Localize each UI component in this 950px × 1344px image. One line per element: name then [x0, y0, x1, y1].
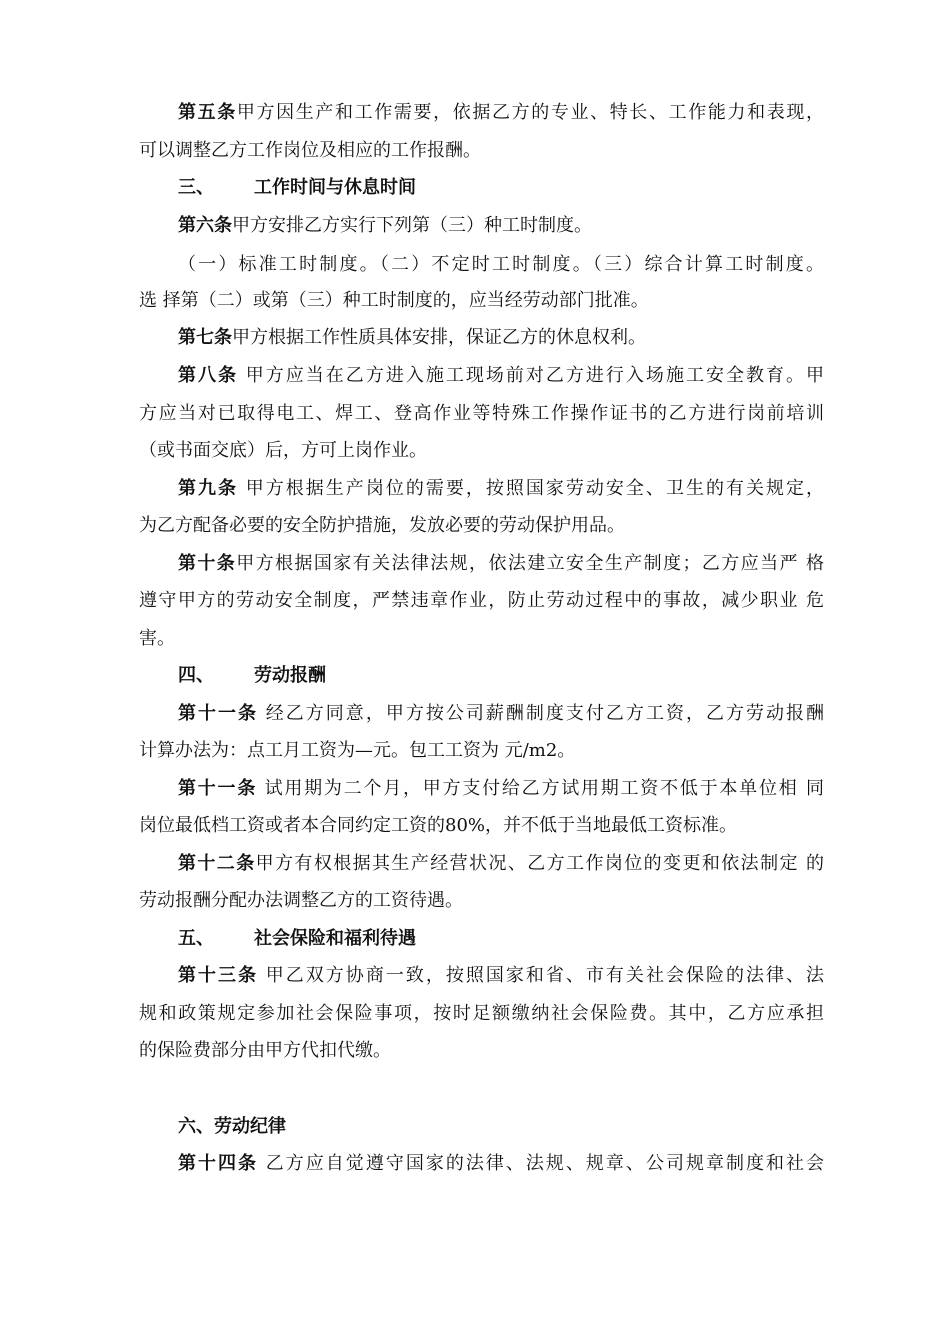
section-3-title: 工作时间与休息时间 [254, 177, 416, 198]
article-10-text: 甲方根据国家有关法律法规，依法建立安全生产制度；乙方应当严 格 [236, 553, 825, 574]
article-8-line-3: （或书面交底）后，方可上岗作业。 [139, 440, 427, 461]
section-4-number: 四、 [178, 665, 214, 686]
article-8-line-1 [178, 364, 824, 388]
article-10-line-2: 遵守甲方的劳动安全制度，严禁违章作业，防止劳动过程中的事故，减少职业 危 [139, 590, 824, 611]
article-8-text: 甲方应当在乙方进入施工现场前对乙方进行入场施工安全教育。甲 [238, 365, 825, 386]
article-14-label: 第十四条 [178, 1153, 259, 1174]
article-10-line-1 [178, 552, 824, 576]
article-9-line-1 [178, 477, 824, 501]
article-7-label: 第七条 [178, 327, 232, 348]
article-7-text: 甲方根据工作性质具体安排，保证乙方的休息权利。 [232, 327, 646, 348]
article-13-text: 甲乙双方协商一致，按照国家和省、市有关社会保险的法律、法 [258, 965, 825, 986]
article-6-line-1 [178, 214, 824, 238]
section-5-number: 五、 [178, 928, 214, 949]
work-hour-options-line-2: 选 择第（二）或第（三）种工时制度的，应当经劳动部门批准。 [139, 290, 649, 311]
article-14-text: 乙方应自觉遵守国家的法律、法规、规章、公司规章制度和社会 [258, 1153, 825, 1174]
article-11b-label: 第十一条 [178, 778, 258, 799]
article-5-line-1 [178, 101, 824, 125]
work-hour-options-line-1: （一）标准工时制度。（二）不定时工时制度。（三）综合计算工时制度。 [178, 254, 824, 275]
article-11a-label: 第十一条 [178, 703, 259, 724]
article-9-label: 第九条 [178, 478, 239, 499]
article-10-line-3: 害。 [139, 628, 175, 649]
article-12-line-1 [178, 852, 824, 876]
article-5-label: 第五条 [178, 102, 237, 123]
section-3-heading [178, 176, 416, 200]
section-3-number: 三、 [178, 177, 214, 198]
article-11b-line-2: 岗位最低档工资或者本合同约定工资的80%，并不低于当地最低工资标准。 [139, 815, 738, 836]
article-11a-line-1 [178, 702, 824, 726]
section-4-heading [178, 664, 326, 688]
article-5-text: 甲方因生产和工作需要，依据乙方的专业、特长、工作能力和表现， [236, 102, 824, 123]
article-11b-text: 试用期为二个月，甲方支付给乙方试用期工资不低于本单位相 同 [257, 778, 824, 799]
article-11a-text: 经乙方同意，甲方按公司薪酬制度支付乙方工资，乙方劳动报酬 [258, 703, 825, 724]
section-5-title: 社会保险和福利待遇 [254, 928, 416, 949]
article-5-line-2: 可以调整乙方工作岗位及相应的工作报酬。 [139, 140, 481, 161]
article-8-label: 第八条 [178, 365, 239, 386]
article-11a-line-2: 计算办法为：点工月工资为—元。包工工资为 元/m2。 [139, 740, 576, 761]
article-13-line-1 [178, 964, 824, 988]
section-4-title: 劳动报酬 [254, 665, 326, 686]
article-7-line-1 [178, 326, 824, 350]
section-6-heading: 六、劳动纪律 [178, 1116, 286, 1137]
article-6-text: 甲方安排乙方实行下列第（三）种工时制度。 [232, 215, 592, 236]
article-14-line-1 [178, 1152, 824, 1176]
article-12-label: 第十二条 [178, 853, 256, 874]
article-12-text: 甲方有权根据其生产经营状况、乙方工作岗位的变更和依法制定 的 [255, 853, 824, 874]
article-11b-line-1 [178, 777, 824, 801]
article-9-text: 甲方根据生产岗位的需要，按照国家劳动安全、卫生的有关规定， [238, 478, 825, 499]
article-12-line-2: 劳动报酬分配办法调整乙方的工资待遇。 [139, 890, 463, 911]
article-8-line-2: 方应当对已取得电工、焊工、登高作业等特殊工作操作证书的乙方进行岗前培训 [139, 403, 824, 424]
section-5-heading [178, 927, 416, 951]
article-13-line-2: 规和政策规定参加社会保险事项，按时足额缴纳社会保险费。其中，乙方应承担 [139, 1003, 824, 1024]
article-6-label: 第六条 [178, 215, 232, 236]
article-9-line-2: 为乙方配备必要的安全防护措施，发放必要的劳动保护用品。 [139, 515, 625, 536]
article-13-label: 第十三条 [178, 965, 259, 986]
article-10-label: 第十条 [178, 553, 237, 574]
article-13-line-3: 的保险费部分由甲方代扣代缴。 [139, 1040, 391, 1061]
